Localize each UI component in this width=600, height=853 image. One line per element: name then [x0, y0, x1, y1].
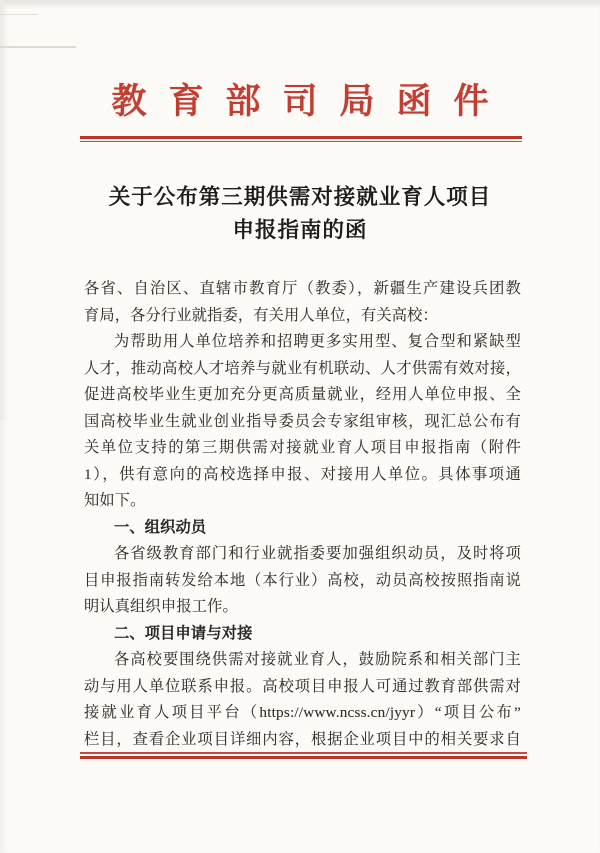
footer-divider-line	[80, 752, 527, 759]
letterhead-text: 教育部司局函件	[111, 82, 511, 121]
body-line: 一、组织动员	[114, 518, 207, 536]
body-line: 促进高校毕业生更加充分更高质量就业，经用人单位申报、全	[84, 386, 521, 403]
body-line: 关单位支持的第三期供需对接就业育人项目申报指南（附件	[84, 439, 521, 456]
letter-body	[84, 276, 521, 753]
body-line: 二、项目申请与对接	[114, 624, 253, 642]
body-line: 动与用人单位联系申报。高校项目申报人可通过教育部供需对	[84, 677, 521, 695]
body-line: 目申报指南转发给本地（本行业）高校，动员高校按照指南说	[84, 571, 521, 589]
document-title-line-2: 申报指南的函	[232, 218, 368, 242]
body-line: 为帮助用人单位培养和招聘更多实用型、复合型和紧缺型	[114, 333, 521, 350]
body-line: 1），供有意向的高校选择申报、对接用人单位。具体事项通	[84, 465, 521, 483]
letterhead-title	[0, 74, 600, 124]
body-line: 栏目，查看企业项目详细内容，根据企业项目中的相关要求自	[84, 730, 521, 748]
body-line: 各高校要围绕供需对接就业育人，鼓励院系和相关部门主	[114, 651, 521, 668]
scan-edge-artifact	[0, 0, 600, 9]
document-title-line-1: 关于公布第三期供需对接就业育人项目	[108, 185, 492, 209]
body-line: 明认真组织申报工作。	[84, 598, 238, 615]
scan-edge-artifact	[0, 14, 38, 15]
document-title	[0, 181, 600, 247]
body-line: 知如下。	[84, 492, 146, 509]
body-line: 育局，各分行业就指委，有关用人单位，有关高校：	[84, 306, 438, 324]
body-line: 接就业育人项目平台（https://www.ncss.cn/jyyr）“项目公布”	[84, 704, 521, 721]
scan-edge-artifact	[0, 46, 76, 48]
body-line: 各省级教育部门和行业就指委要加强组织动员，及时将项	[114, 545, 521, 562]
divider-thick-stroke	[80, 756, 527, 758]
body-line: 人才，推动高校人才培养与就业有机联动、人才供需有效对接，	[84, 359, 521, 377]
divider-thin-stroke	[80, 141, 522, 142]
body-line: 国高校毕业生就业创业指导委员会专家组审核，现汇总公布有	[84, 412, 521, 430]
letterhead-divider-line	[80, 136, 522, 142]
body-line: 各省、自治区、直辖市教育厅（教委），新疆生产建设兵团教	[84, 280, 521, 297]
